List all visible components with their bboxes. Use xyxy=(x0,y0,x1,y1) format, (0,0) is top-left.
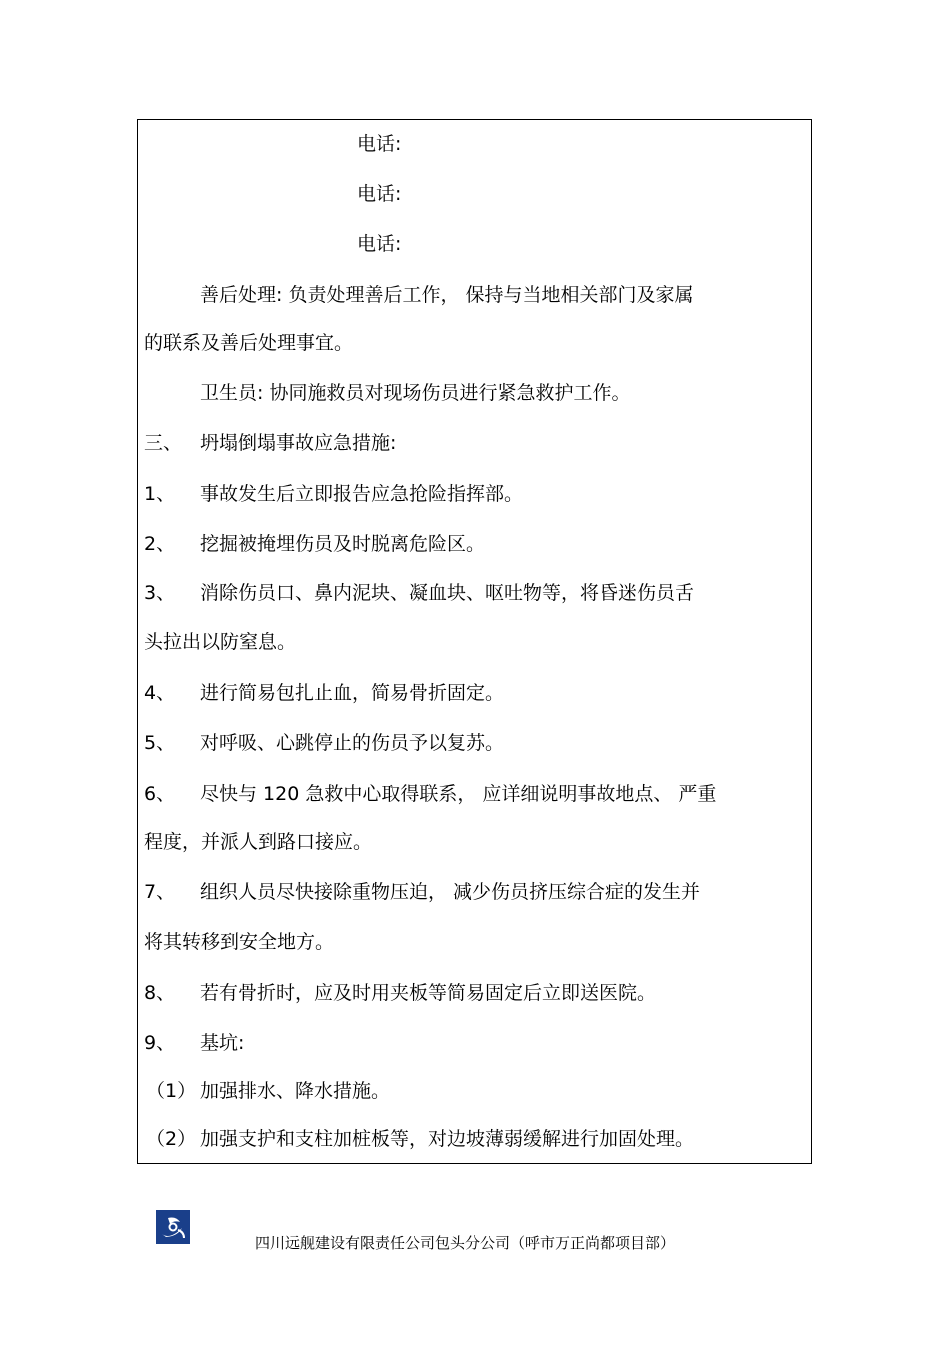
item-number: 9、 xyxy=(144,1032,176,1054)
item-text: 消除伤员口、鼻内泥块、凝血块、呕吐物等，将昏迷伤员舌 xyxy=(200,582,695,604)
subitem-text: 加强支护和支柱加桩板等，对边坡薄弱缓解进行加固处理。 xyxy=(200,1128,695,1150)
contact-phone-label-3: 电话: xyxy=(357,233,402,255)
item-text: 挖掘被掩埋伤员及时脱离危险区。 xyxy=(200,533,486,555)
section-title: 坍塌倒塌事故应急措施: xyxy=(200,432,397,454)
item-text: 进行简易包扎止血，简易骨折固定。 xyxy=(200,682,505,704)
item-text: 组织人员尽快接除重物压迫， 减少伤员挤压综合症的发生并 xyxy=(200,881,701,903)
item-text: 对呼吸、心跳停止的伤员予以复苏。 xyxy=(200,732,505,754)
subitem-number: （1） xyxy=(146,1080,197,1102)
item-text-continued: 将其转移到安全地方。 xyxy=(144,931,335,953)
item-number: 5、 xyxy=(144,732,176,754)
subitem-text: 加强排水、降水措施。 xyxy=(200,1080,391,1102)
item-text-continued: 头拉出以防窒息。 xyxy=(144,631,297,653)
item-text-continued: 程度，并派人到路口接应。 xyxy=(144,831,373,853)
item-number: 1、 xyxy=(144,483,176,505)
medic-duty: 卫生员: 协同施救员对现场伤员进行紧急救护工作。 xyxy=(200,382,631,404)
footer-company-name: 四川远舰建设有限责任公司包头分公司（呼市万正尚都项目部） xyxy=(255,1234,676,1252)
item-text: 基坑: xyxy=(200,1032,245,1054)
item-number: 2、 xyxy=(144,533,176,555)
item-text: 若有骨折时，应及时用夹板等简易固定后立即送医院。 xyxy=(200,982,657,1004)
item-number: 7、 xyxy=(144,881,176,903)
item-number: 8、 xyxy=(144,982,176,1004)
company-logo-icon xyxy=(156,1210,190,1244)
item-number: 3、 xyxy=(144,582,176,604)
item-number: 6、 xyxy=(144,783,176,805)
item-text: 事故发生后立即报告应急抢险指挥部。 xyxy=(200,483,524,505)
item-text: 尽快与 120 急救中心取得联系， 应详细说明事故地点、 严重 xyxy=(200,783,717,805)
contact-phone-label-1: 电话: xyxy=(357,133,402,155)
section-number: 三、 xyxy=(144,432,183,454)
item-number: 4、 xyxy=(144,682,176,704)
aftermath-line-2: 的联系及善后处理事宜。 xyxy=(144,332,354,354)
contact-phone-label-2: 电话: xyxy=(357,183,402,205)
aftermath-line-1: 善后处理: 负责处理善后工作， 保持与当地相关部门及家属 xyxy=(200,284,694,306)
subitem-number: （2） xyxy=(146,1128,197,1150)
